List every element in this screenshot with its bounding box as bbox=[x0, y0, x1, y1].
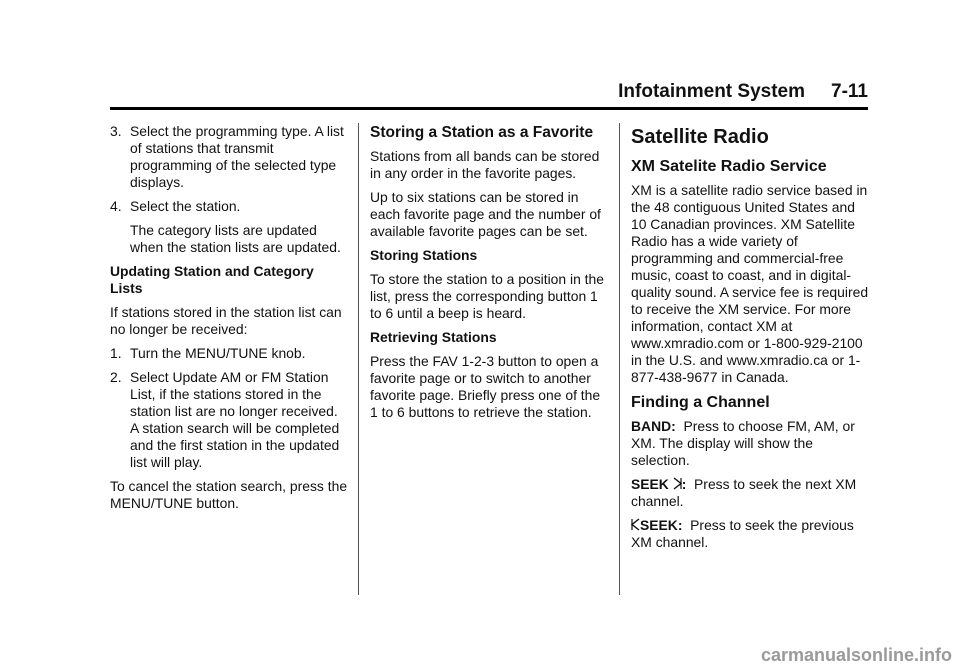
seek-next-description: SEEK : Press to seek the next XM channel. bbox=[631, 476, 857, 509]
step-text: Turn the MENU/TUNE knob. bbox=[130, 345, 306, 361]
step-text: Select Update AM or FM Station List, if the stations stored in the station list are no longer received. A station search will be completed and the first station in the updated list will play. bbox=[130, 369, 340, 470]
section-heading: XM Satelite Radio Service bbox=[631, 158, 827, 175]
paragraph: Up to six stations can be stored in each favorite page and the number of available favorite pages can be set. bbox=[370, 189, 601, 239]
page-header bbox=[110, 80, 868, 104]
header-rule bbox=[110, 107, 868, 110]
paragraph: Stations from all bands can be stored in any order in the favorite pages. bbox=[370, 148, 600, 181]
column-right bbox=[631, 123, 869, 558]
page-number: 7-11 bbox=[831, 81, 868, 102]
subheading: Updating Station and Category Lists bbox=[110, 263, 314, 296]
paragraph: To cancel the station search, press the MENU/TUNE button. bbox=[110, 478, 348, 511]
step-note: The category lists are updated when the station lists are updated. bbox=[130, 222, 341, 255]
column-left bbox=[110, 123, 348, 519]
list-item: 1. Turn the MENU/TUNE knob. bbox=[110, 345, 306, 361]
subheading: Retrieving Stations bbox=[370, 329, 497, 345]
paragraph: If stations stored in the station list can no longer be received: bbox=[110, 304, 342, 337]
seek-label: SEEK bbox=[631, 476, 669, 492]
paragraph: XM is a satellite radio service based in the 48 contiguous United States and 10 Canadian provinces. XM Satellite Radio has a wide variety of programming and commercial-free music, coast to coast, and in digital-quality sound. A service fee is required to receive the XM service. For more information, contact XM at www.xmradio.com or 1-800-929-2100 in the U.S. and www.xmradio.ca or 1-877-438-9677 in Canada. bbox=[631, 182, 869, 385]
column-divider-left bbox=[358, 123, 359, 595]
band-label: BAND: bbox=[631, 418, 676, 434]
list-item: 4. Select the station. bbox=[110, 198, 241, 214]
watermark: carmanualsonline.info bbox=[760, 645, 952, 665]
section-heading: Finding a Channel bbox=[631, 394, 770, 411]
section-title: Infotainment System bbox=[618, 81, 806, 102]
paragraph: To store the station to a position in the list, press the corresponding button 1 to 6 until a beep is heard. bbox=[370, 271, 604, 321]
column-divider-right bbox=[619, 123, 620, 595]
column-middle bbox=[370, 123, 608, 428]
list-item: 2. Select Update AM or FM Station List, if the stations stored in the station list are no longer received. A station search will be completed and the first station in the updated list will play. bbox=[110, 369, 348, 471]
step-text: Select the programming type. A list of stations that transmit programming of the selected type displays. bbox=[130, 123, 344, 190]
seek-down-icon bbox=[631, 518, 640, 531]
seek-up-icon bbox=[673, 477, 682, 490]
paragraph: Press the FAV 1-2-3 button to open a favorite page or to switch to another favorite page. Briefly press one of the 1 to 6 buttons to retrieve the station. bbox=[370, 353, 601, 420]
seek-prev-description: SEEK: Press to seek the previous XM channel. bbox=[631, 517, 854, 550]
chapter-title: Satellite Radio bbox=[631, 126, 769, 148]
seek-label: SEEK: bbox=[640, 517, 683, 533]
list-item: 3. Select the programming type. A list of stations that transmit programming of the selected type displays. bbox=[110, 123, 348, 191]
band-description: BAND: Press to choose FM, AM, or XM. The display will show the selection. bbox=[631, 418, 855, 468]
step-text: Select the station. bbox=[130, 198, 241, 214]
subheading: Storing Stations bbox=[370, 247, 478, 263]
section-heading: Storing a Station as a Favorite bbox=[370, 124, 594, 141]
